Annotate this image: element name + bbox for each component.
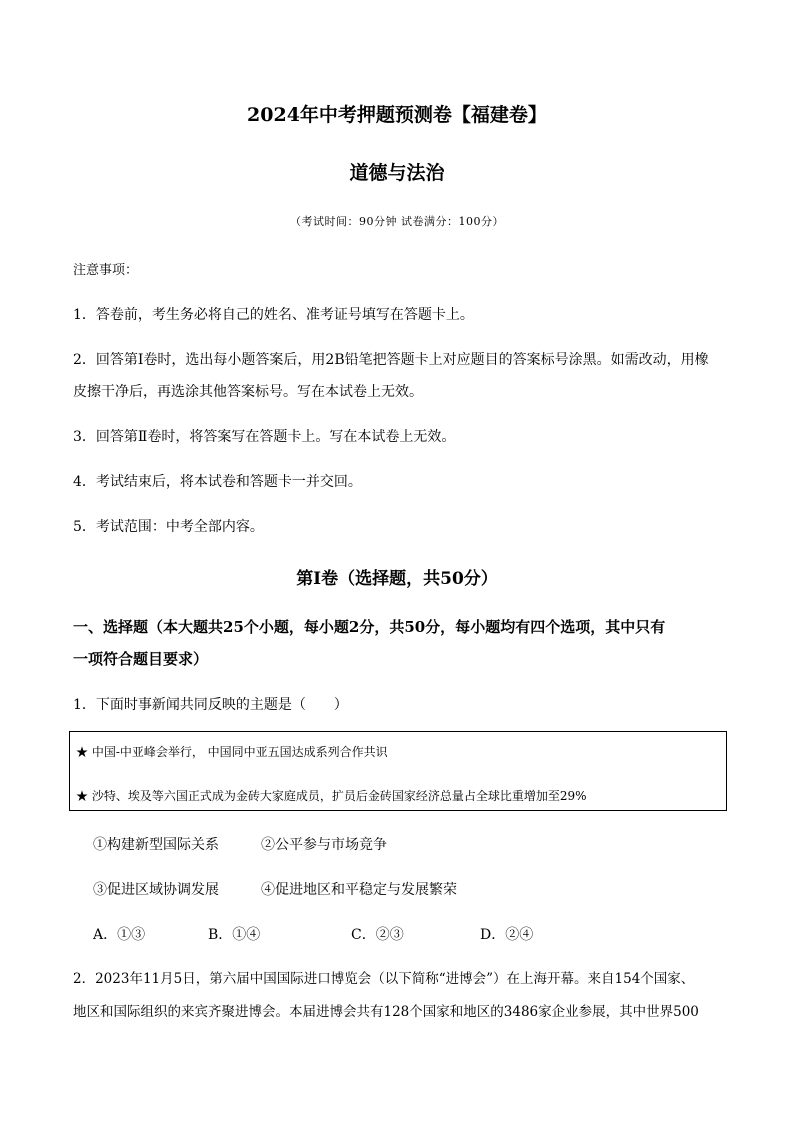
q2-line-1: 2．2023年11月5日，第六届中国国际进口博览会（以下简称“进博会”）在上海开幕。来自154个国家、 xyxy=(73,971,695,987)
option-b[interactable]: B．①④ xyxy=(208,927,261,943)
note-item-1: 1．答卷前，考生务必将自己的姓名、准考证号填写在答题卡上。 xyxy=(73,307,474,323)
q2-line-2: 地区和国际组织的来宾齐聚进博会。本届进博会共有128个国家和地区的3486家企业参展，其中世界500 xyxy=(73,1004,699,1020)
note-item-2: 2．回答第Ⅰ卷时，选出每小题答案后，用2B铅笔把答题卡上对应题目的答案标号涂黑。如需改动，用橡 xyxy=(73,352,709,368)
note-item-4: 4．考试结束后，将本试卷和答题卡一并交回。 xyxy=(73,474,362,490)
exam-title: 2024年中考押题预测卷【福建卷】 xyxy=(247,104,547,126)
news-item-2: ★ 沙特、埃及等六国正式成为金砖大家庭成员，扩员后金砖国家经济总量占全球比重增加至29% xyxy=(76,789,587,803)
q1-news-box xyxy=(69,731,727,811)
note-item-3: 3．回答第Ⅱ卷时，将答案写在答题卡上。写在本试卷上无效。 xyxy=(73,429,456,445)
news-item-1: ★ 中国-中亚峰会举行， 中国同中亚五国达成系列合作共识 xyxy=(76,745,388,759)
statement-1: ①构建新型国际关系 xyxy=(93,837,219,853)
note-item-2-cont: 皮擦干净后，再选涂其他答案标号。写在本试卷上无效。 xyxy=(73,384,423,400)
q1-stem: 1．下面时事新闻共同反映的主题是（ ） xyxy=(73,697,348,713)
note-item-5: 5．考试范围：中考全部内容。 xyxy=(73,519,264,535)
statement-2: ②公平参与市场竞争 xyxy=(261,837,387,853)
section-title-cont: 一项符合题目要求） xyxy=(73,650,209,668)
option-a[interactable]: A．①③ xyxy=(93,927,146,943)
part1-title: 第Ⅰ卷（选择题，共50分） xyxy=(296,569,498,589)
section-title: 一、选择题（本大题共25个小题，每小题2分，共50分，每小题均有四个选项，其中只有 xyxy=(73,618,666,636)
statement-4: ④促进地区和平稳定与发展繁荣 xyxy=(261,882,457,898)
option-d[interactable]: D．②④ xyxy=(480,927,534,943)
option-c[interactable]: C．②③ xyxy=(351,927,404,943)
statement-3: ③促进区域协调发展 xyxy=(93,882,219,898)
notes-heading: 注意事项： xyxy=(73,263,139,278)
subject-title: 道德与法治 xyxy=(349,162,445,184)
exam-info: （考试时间：90分钟 试卷满分：100分） xyxy=(290,215,504,228)
